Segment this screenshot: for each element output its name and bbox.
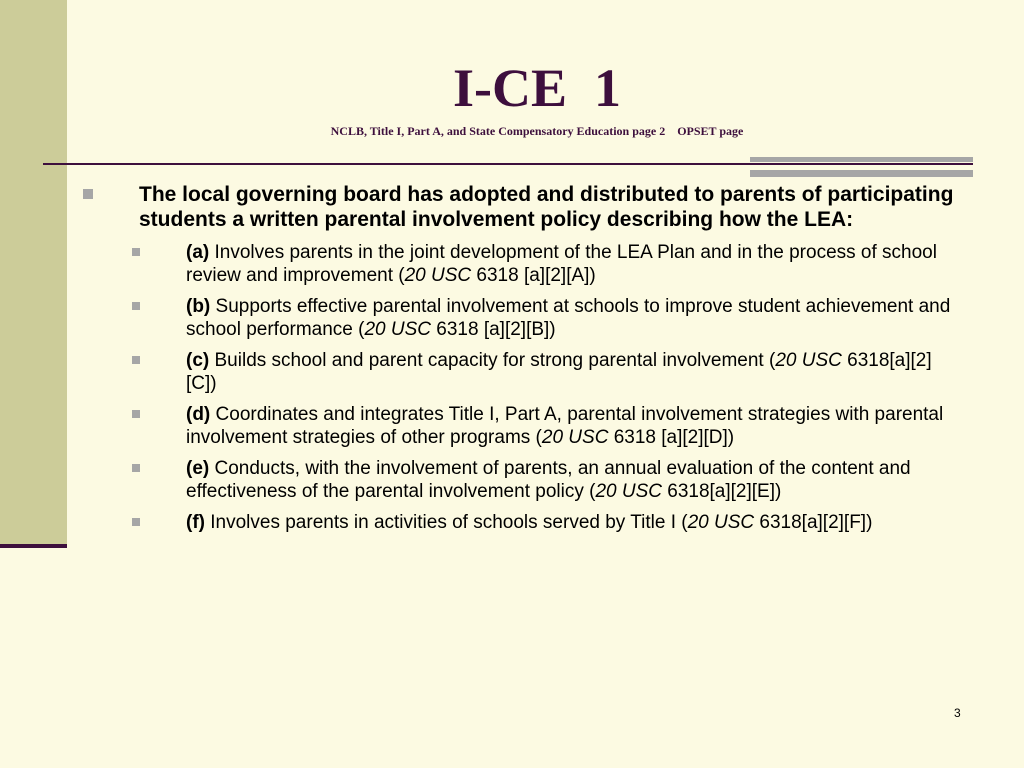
sub-bullet-item-d [81, 403, 961, 449]
item-reference: 6318[a][2][E]) [661, 481, 782, 502]
sub-bullet-item-f [81, 511, 961, 534]
item-letter: (e) [186, 458, 210, 479]
item-text: Conducts, with the involvement of parents, an annual evaluation of the content and effectiveness of the parental involvement policy ( [186, 458, 911, 502]
square-bullet-icon [132, 518, 140, 526]
item-citation: 20 USC [541, 427, 609, 448]
sub-bullet-item-c [81, 349, 961, 395]
page-number: 3 [954, 706, 961, 720]
sub-bullet-list [81, 241, 961, 534]
item-citation: 20 USC [364, 319, 431, 340]
main-bullet-text: The local governing board has adopted and distributed to parents of participating students a written parental involvement policy describing how the LEA: [139, 183, 954, 231]
sub-bullet-item-a [81, 241, 961, 287]
square-bullet-icon [83, 189, 93, 199]
sub-bullet-item-e [81, 457, 961, 503]
decorative-bar-top [750, 157, 973, 162]
item-reference: 6318 [a][2][D]) [608, 427, 735, 448]
item-letter: (b) [186, 296, 211, 317]
item-citation: 20 USC [404, 265, 472, 286]
item-citation: 20 USC [775, 350, 842, 371]
title-divider [43, 163, 973, 165]
item-text: Coordinates and integrates Title I, Part A, parental involvement strategies with parental involvement strategies of other programs ( [186, 404, 944, 448]
item-text: Supports effective parental involvement at schools to improve student achievement and school performance ( [186, 296, 951, 340]
item-letter: (c) [186, 350, 210, 371]
item-reference: 6318[a][2][F]) [754, 512, 873, 533]
slide-title: I-CE 1 [452, 58, 621, 118]
item-text: Involves parents in the joint development of the LEA Plan and in the process of school review and improvement ( [186, 242, 937, 286]
slide-subtitle: NCLB, Title I, Part A, and State Compensatory Education page 2 OPSET page [330, 124, 744, 138]
item-text: Involves parents in activities of schools served by Title I ( [204, 512, 688, 533]
item-reference: 6318 [a][2][B]) [431, 319, 556, 340]
square-bullet-icon [132, 356, 140, 364]
item-letter: (f) [186, 512, 205, 533]
item-letter: (a) [186, 242, 210, 263]
sub-bullet-item-b [81, 295, 961, 341]
square-bullet-icon [132, 464, 140, 472]
left-sidebar-band [0, 0, 67, 547]
sidebar-accent-line [0, 544, 67, 548]
item-text: Builds school and parent capacity for strong parental involvement ( [209, 350, 776, 371]
item-citation: 20 USC [687, 512, 755, 533]
item-reference: 6318 [a][2][A]) [471, 265, 596, 286]
decorative-bar-bottom [750, 170, 973, 177]
item-reference: 6318[a][2][C]) [186, 350, 932, 394]
item-letter: (d) [186, 404, 211, 425]
square-bullet-icon [132, 410, 140, 418]
square-bullet-icon [132, 248, 140, 256]
square-bullet-icon [132, 302, 140, 310]
slide-content [81, 182, 961, 542]
main-bullet [81, 182, 961, 232]
item-citation: 20 USC [595, 481, 662, 502]
